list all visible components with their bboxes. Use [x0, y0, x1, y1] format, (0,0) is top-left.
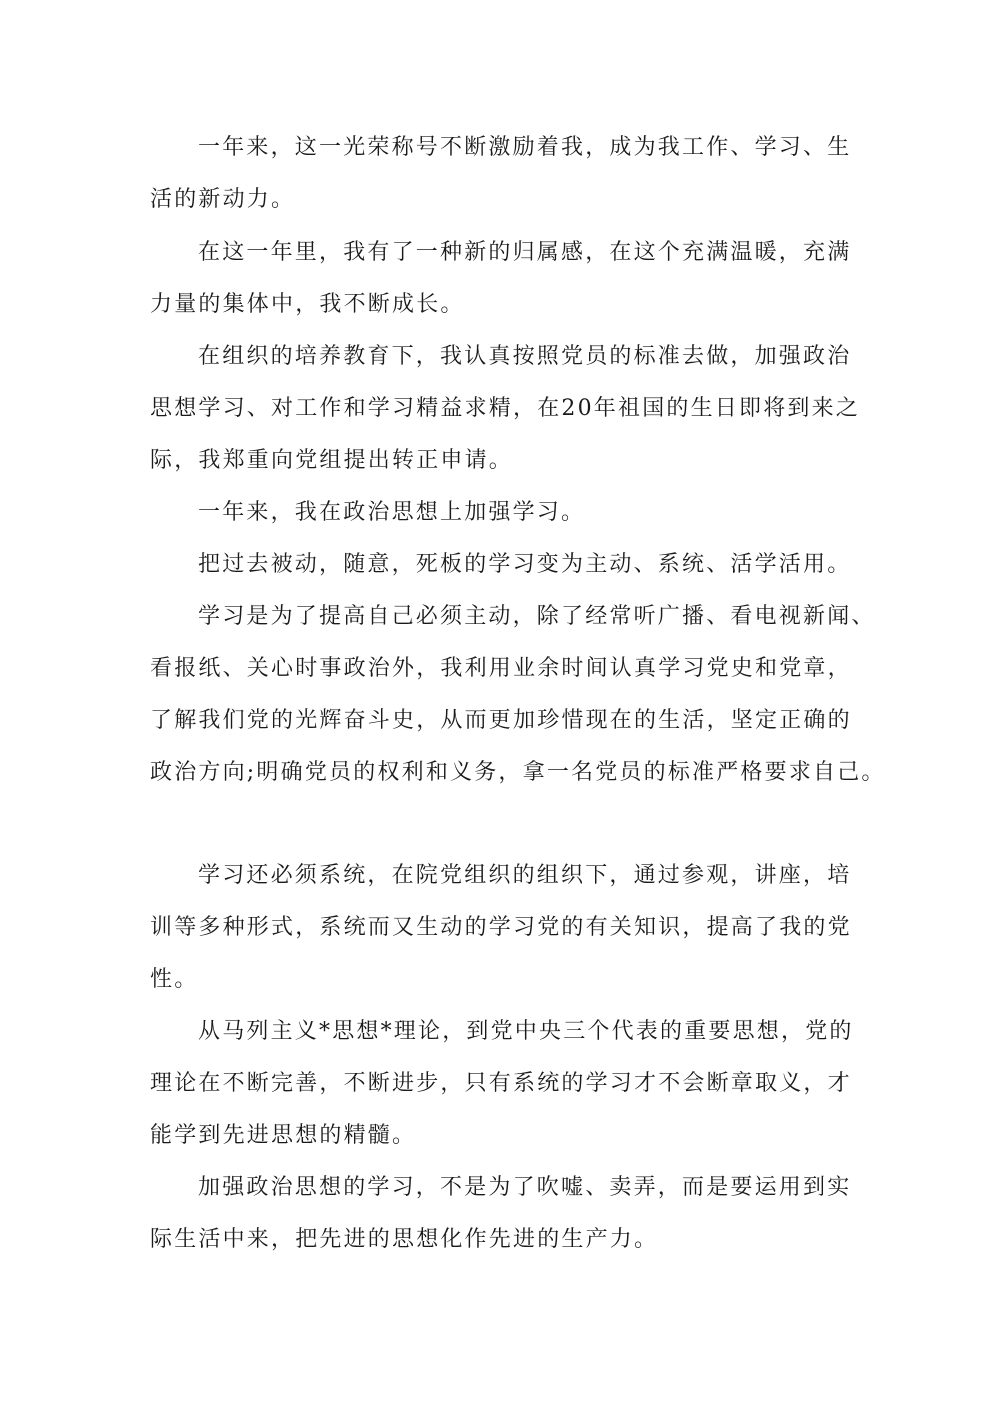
- text-line: 学习是为了提高自己必须主动，除了经常听广播、看电视新闻、: [198, 604, 876, 629]
- text-line: 性。: [150, 967, 199, 992]
- text-line: 际，我郑重向党组提出转正申请。: [150, 448, 514, 473]
- text-line: 力量的集体中，我不断成长。: [150, 292, 465, 317]
- text-line: 际生活中来，把先进的思想化作先进的生产力。: [150, 1227, 659, 1252]
- text-line: 训等多种形式，系统而又生动的学习党的有关知识，提高了我的党: [150, 915, 852, 940]
- text-line: 把过去被动，随意，死板的学习变为主动、系统、活学活用。: [198, 552, 852, 577]
- text-line: 在这一年里，我有了一种新的归属感，在这个充满温暖，充满: [198, 240, 852, 265]
- text-line: 政治方向;明确党员的权利和义务，拿一名党员的标准严格要求自己。: [150, 760, 886, 785]
- text-line: 一年来，这一光荣称号不断激励着我，成为我工作、学习、生: [198, 135, 852, 160]
- text-line: 一年来，我在政治思想上加强学习。: [198, 500, 586, 525]
- text-line: 从马列主义*思想*理论，到党中央三个代表的重要思想，党的: [198, 1019, 854, 1044]
- text-line: 加强政治思想的学习，不是为了吹嘘、卖弄，而是要运用到实: [198, 1175, 852, 1200]
- text-line: 学习还必须系统，在院党组织的组织下，通过参观，讲座，培: [198, 863, 852, 888]
- text-line: 在组织的培养教育下，我认真按照党员的标准去做，加强政治: [198, 344, 852, 369]
- text-line: 能学到先进思想的精髓。: [150, 1123, 417, 1148]
- text-line: 看报纸、关心时事政治外，我利用业余时间认真学习党史和党章，: [150, 656, 852, 681]
- text-line: 思想学习、对工作和学习精益求精，在20年祖国的生日即将到来之: [150, 396, 860, 421]
- text-line: 理论在不断完善，不断进步，只有系统的学习才不会断章取义，才: [150, 1071, 852, 1096]
- text-line: 活的新动力。: [150, 187, 296, 212]
- text-line: 了解我们党的光辉奋斗史，从而更加珍惜现在的生活，坚定正确的: [150, 708, 852, 733]
